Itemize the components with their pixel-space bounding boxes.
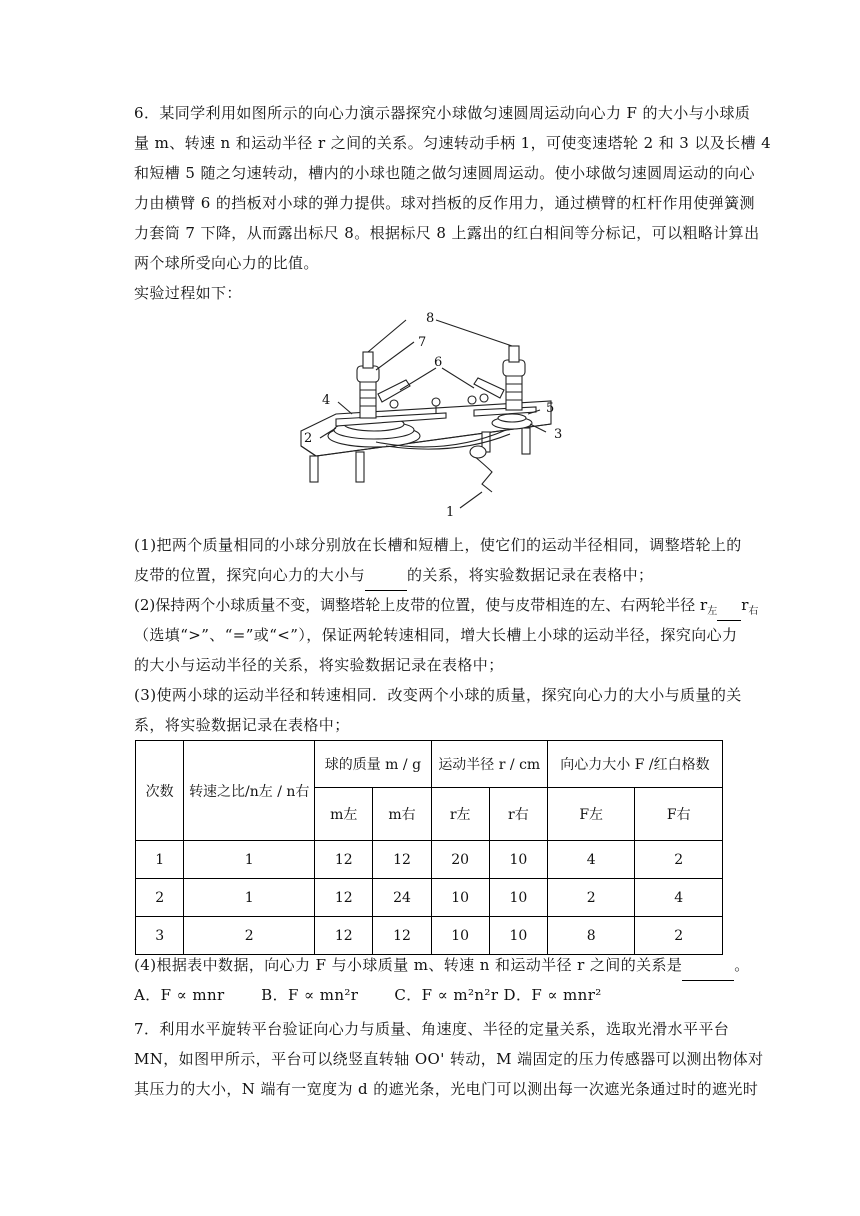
table-row bbox=[136, 841, 723, 879]
step2-line-2: （选填“>”、“=”或“<”），保证两轮转速相同，增大长槽上小球的运动半径，探究向心力 bbox=[134, 626, 738, 644]
table-row bbox=[136, 917, 723, 955]
answer-blank-2[interactable] bbox=[717, 590, 741, 621]
step1-line: (1)把两个质量相同的小球分别放在长槽和短槽上，使它们的运动半径相同，调整塔轮上的 bbox=[134, 536, 742, 554]
subheader-f-right: F右 bbox=[635, 788, 723, 841]
table-cell: 10 bbox=[489, 917, 547, 955]
question-7-text bbox=[134, 1014, 764, 1104]
figure-label-5: 5 bbox=[546, 401, 555, 416]
q6-line: 6．某同学利用如图所示的向心力演示器探究小球做匀速圆周运动向心力 F 的大小与小球质 bbox=[134, 104, 751, 122]
subheader-m-right: m右 bbox=[373, 788, 431, 841]
header-force: 向心力大小 F /红白格数 bbox=[547, 741, 722, 788]
step3-line: (3)使两小球的运动半径和转速相同．改变两个小球的质量，探究向心力的大小与质量的关 bbox=[134, 686, 742, 704]
step3-line-2: 系，将实验数据记录在表格中； bbox=[134, 716, 350, 734]
table-cell: 4 bbox=[547, 841, 635, 879]
table-cell: 12 bbox=[315, 879, 373, 917]
figure-label-4: 4 bbox=[322, 393, 331, 408]
subheader-r-left: r左 bbox=[431, 788, 489, 841]
q7-line: 7．利用水平旋转平台验证向心力与质量、角速度、半径的定量关系，选取光滑水平平台 bbox=[134, 1020, 730, 1038]
table-cell: 1 bbox=[184, 841, 315, 879]
table-cell: 1 bbox=[136, 841, 184, 879]
q6-line: 力套筒 7 下降，从而露出标尺 8。根据标尺 8 上露出的红白相间等分标记，可以粗略计算出 bbox=[134, 224, 760, 242]
process-label: 实验过程如下： bbox=[134, 284, 242, 302]
table-cell: 10 bbox=[431, 879, 489, 917]
step2-line-3: 的大小与运动半径的关系，将实验数据记录在表格中； bbox=[134, 656, 504, 674]
q6-line: 两个球所受向心力的比值。 bbox=[134, 254, 319, 272]
table-cell: 12 bbox=[315, 841, 373, 879]
figure-label-6: 6 bbox=[434, 355, 443, 370]
step1-line-2: 皮带的位置，探究向心力的大小与 的关系，将实验数据记录在表格中； bbox=[134, 560, 726, 590]
options-line bbox=[134, 980, 726, 1010]
answer-blank-4[interactable] bbox=[682, 950, 734, 981]
q7-line: MN，如图甲所示，平台可以绕竖直转轴 OO' 转动，M 端固定的压力传感器可以测出物体对 bbox=[134, 1050, 764, 1068]
q6-line: 量 m、转速 n 和运动半径 r 之间的关系。匀速转动手柄 1，可使变速塔轮 2 和 3 以及长槽 4 bbox=[134, 134, 772, 152]
experiment-data-table bbox=[135, 740, 723, 955]
table-cell: 2 bbox=[136, 879, 184, 917]
option-a[interactable]: A．F ∝ mnr bbox=[134, 986, 225, 1004]
option-b[interactable]: B．F ∝ mn²r bbox=[261, 986, 359, 1004]
question-6-part4 bbox=[134, 950, 750, 1010]
q6-line: 力由横臂 6 的挡板对小球的弹力提供。球对挡板的反作用力，通过横臂的杠杆作用使弹簧测 bbox=[134, 194, 755, 212]
table-cell: 1 bbox=[184, 879, 315, 917]
subheader-m-left: m左 bbox=[315, 788, 373, 841]
step4-line: (4)根据表中数据，向心力 F 与小球质量 m、转速 n 和运动半径 r 之间的关系是 。 bbox=[134, 950, 726, 980]
figure-label-1: 1 bbox=[446, 505, 455, 520]
table-row bbox=[136, 879, 723, 917]
table-cell: 8 bbox=[547, 917, 635, 955]
table-cell: 10 bbox=[431, 917, 489, 955]
table-cell: 24 bbox=[373, 879, 431, 917]
header-count: 次数 bbox=[136, 741, 184, 841]
header-speed-ratio: 转速之比/n左 / n右 bbox=[184, 741, 315, 841]
header-mass: 球的质量 m / g bbox=[315, 741, 431, 788]
figure-label-3: 3 bbox=[554, 427, 563, 442]
table-cell: 10 bbox=[489, 841, 547, 879]
q7-line: 其压力的大小，N 端有一宽度为 d 的遮光条，光电门可以测出每一次遮光条通过时的遮光时 bbox=[134, 1080, 759, 1098]
answer-blank-1[interactable] bbox=[365, 560, 407, 591]
table-cell: 3 bbox=[136, 917, 184, 955]
table-cell: 2 bbox=[547, 879, 635, 917]
figure-label-2: 2 bbox=[304, 431, 313, 446]
question-6-steps bbox=[134, 530, 759, 740]
table-cell: 4 bbox=[635, 879, 723, 917]
table-cell: 10 bbox=[489, 879, 547, 917]
table-cell: 12 bbox=[315, 917, 373, 955]
table-cell: 2 bbox=[184, 917, 315, 955]
figure-label-8: 8 bbox=[426, 311, 435, 326]
figure-label-7: 7 bbox=[418, 335, 427, 350]
centripetal-force-apparatus-figure bbox=[296, 306, 576, 522]
table-cell: 12 bbox=[373, 917, 431, 955]
option-d[interactable]: D．F ∝ mnr² bbox=[503, 986, 602, 1004]
table-cell: 2 bbox=[635, 841, 723, 879]
step2-line: (2)保持两个小球质量不变，调整塔轮上皮带的位置，使与皮带相连的左、右两轮半径 $r_左$ $r_右$ bbox=[134, 590, 726, 620]
header-radius: 运动半径 r / cm bbox=[431, 741, 547, 788]
q6-line: 和短槽 5 随之匀速转动，槽内的小球也随之做匀速圆周运动。使小球做匀速圆周运动的向心 bbox=[134, 164, 755, 182]
table-cell: 12 bbox=[373, 841, 431, 879]
subheader-r-right: r右 bbox=[489, 788, 547, 841]
question-6-text bbox=[134, 98, 772, 308]
subheader-f-left: F左 bbox=[547, 788, 635, 841]
table-cell: 20 bbox=[431, 841, 489, 879]
table-cell: 2 bbox=[635, 917, 723, 955]
option-c[interactable]: C．F ∝ m²n²r bbox=[394, 986, 499, 1004]
